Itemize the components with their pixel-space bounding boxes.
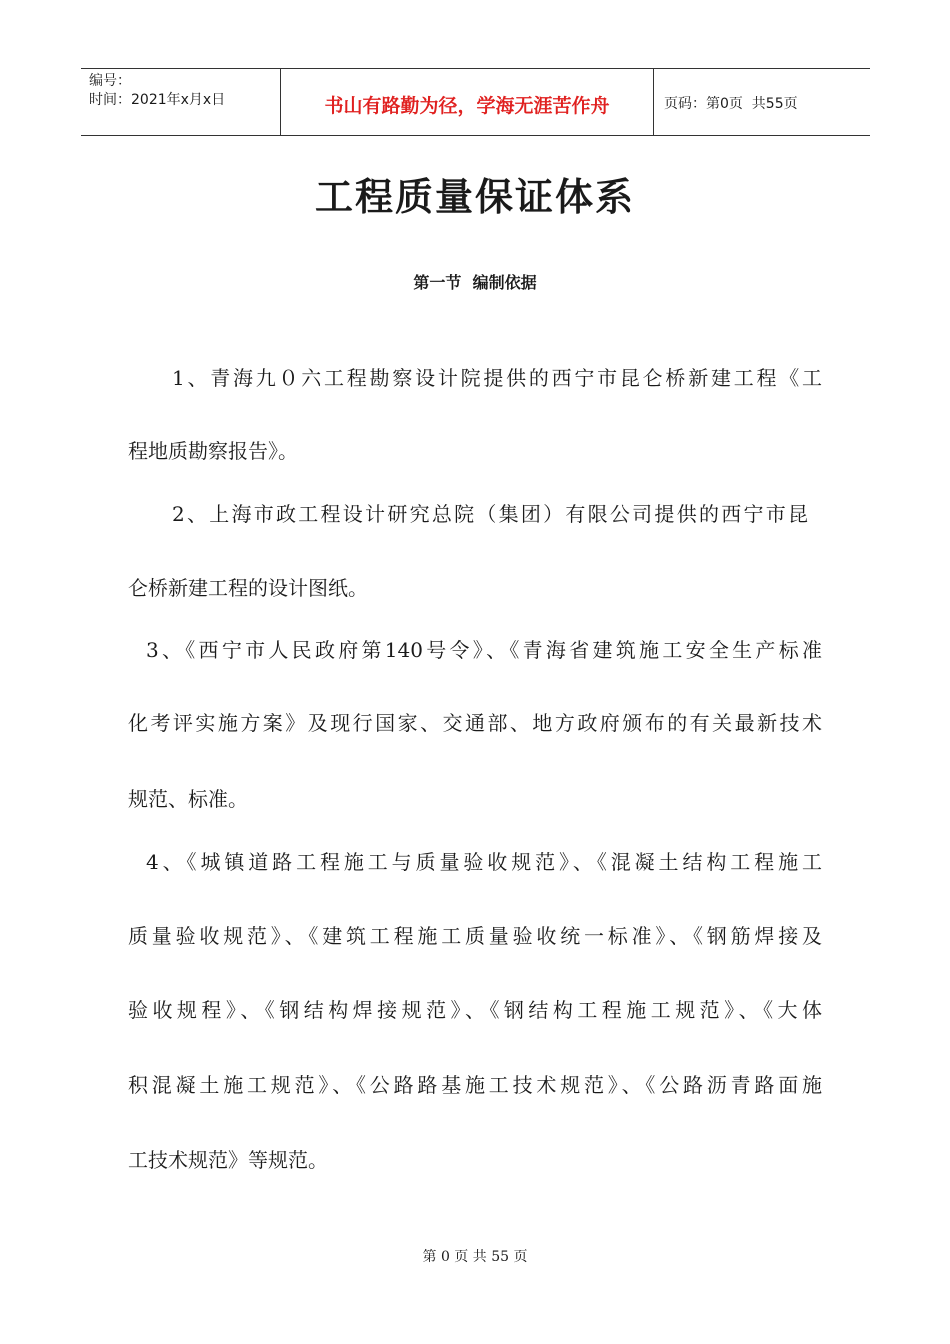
paragraph-line: 1、青海九０六工程勘察设计院提供的西宁市昆仑桥新建工程《工 xyxy=(172,366,822,390)
paragraph-line: 2、上海市政工程设计研究总院（集团）有限公司提供的西宁市昆 xyxy=(172,502,808,526)
paragraph-line: 3、《西宁市人民政府第140号令》、《青海省建筑施工安全生产标准 xyxy=(146,638,822,662)
header-page-info: 页码：第0页 共55页 xyxy=(664,96,798,112)
header-motto: 书山有路勤为径，学海无涯苦作舟 xyxy=(281,69,654,135)
header-time-label: 时间：2021年x月x日 xyxy=(89,92,226,108)
paragraph-line: 工技术规范》等规范。 xyxy=(128,1148,328,1172)
paragraph-line: 验收规程》、《钢结构焊接规范》、《钢结构工程施工规范》、《大体 xyxy=(128,998,822,1022)
page-footer: 第 0 页 共 55 页 xyxy=(422,1249,528,1265)
header-meta xyxy=(81,69,281,135)
paragraph-line: 积混凝土施工规范》、《公路路基施工技术规范》、《公路沥青路面施 xyxy=(128,1073,822,1097)
document-title: 工程质量保证体系 xyxy=(314,175,635,219)
paragraph-line: 程地质勘察报告》。 xyxy=(128,439,298,463)
paragraph-line: 仑桥新建工程的设计图纸。 xyxy=(128,576,368,600)
paragraph-line: 4、《城镇道路工程施工与质量验收规范》、《混凝土结构工程施工 xyxy=(146,850,822,874)
section-title: 第一节 编制依据 xyxy=(413,273,537,292)
paragraph-line: 化考评实施方案》及现行国家、交通部、地方政府颁布的有关最新技术 xyxy=(128,711,822,735)
page-header xyxy=(81,68,870,136)
paragraph-line: 质量验收规范》、《建筑工程施工质量验收统一标准》、《钢筋焊接及 xyxy=(128,924,822,948)
paragraph-line: 规范、标准。 xyxy=(128,787,248,811)
header-number-label: 编号： xyxy=(89,73,131,89)
